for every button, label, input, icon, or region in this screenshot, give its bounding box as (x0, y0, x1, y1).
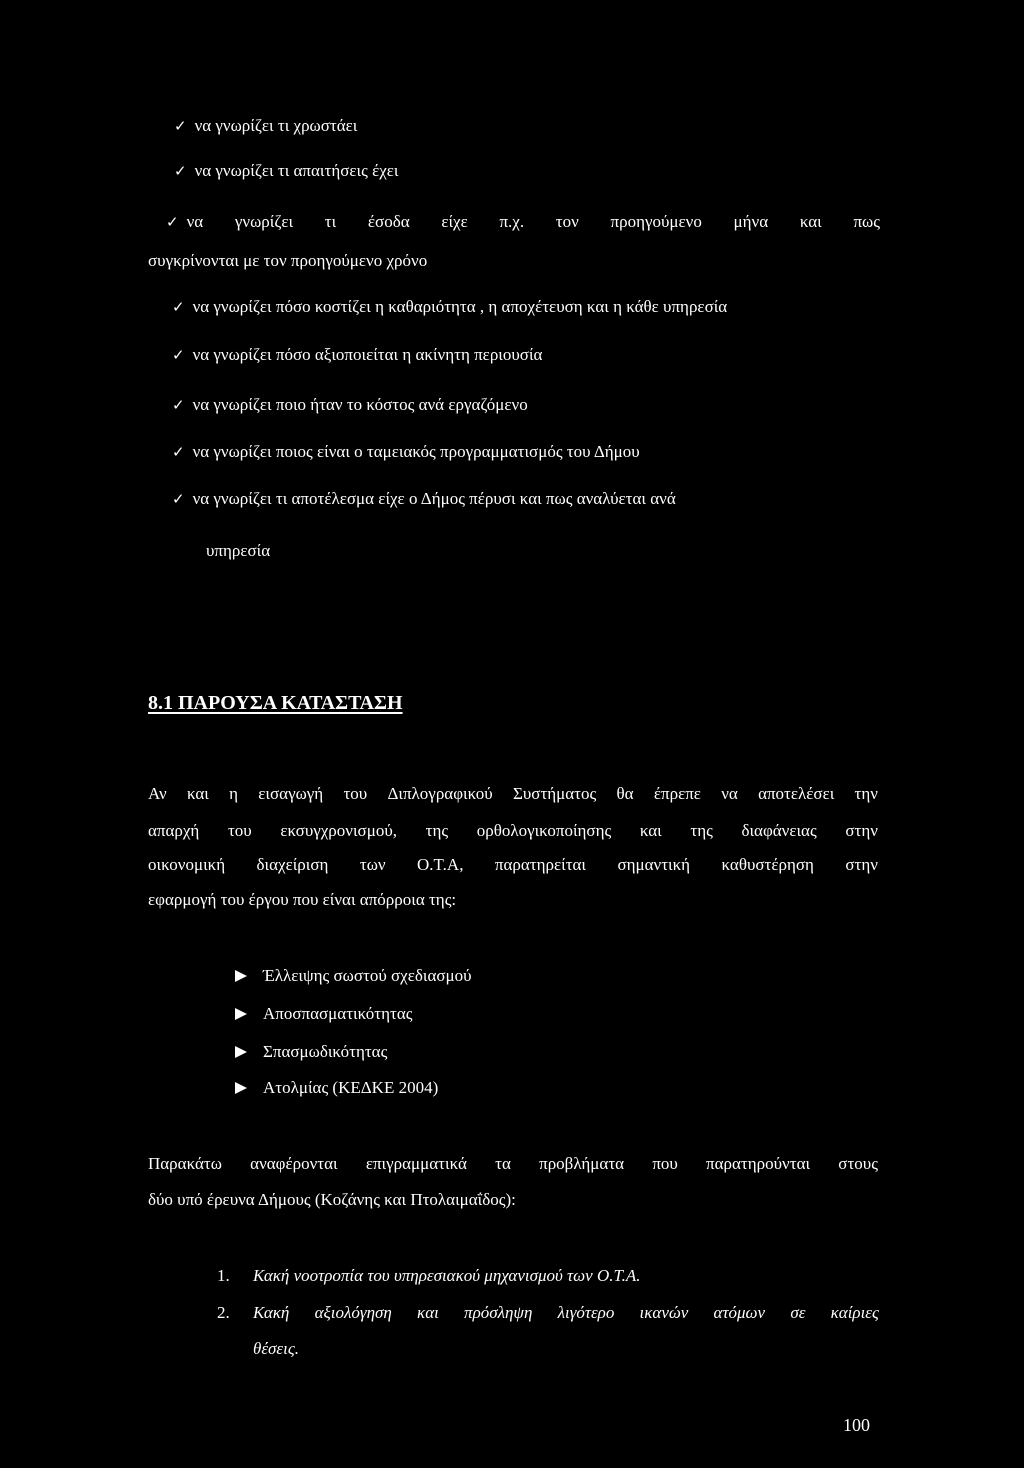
word: στους (838, 1154, 878, 1173)
word: εκσυγχρονισμού, (280, 821, 397, 840)
income-line2: συγκρίνονται με τον προηγούμενο χρόνο (148, 251, 428, 270)
paragraph-1-line-4: εφαρμογή του έργου που είναι απόρροια της: (148, 890, 457, 909)
word: και (186, 784, 209, 803)
word: καθυστέρηση (721, 855, 814, 874)
checklist-item (172, 489, 676, 509)
word: Παρακάτω (148, 1154, 222, 1173)
word: να (721, 784, 738, 803)
word: στην (845, 821, 878, 840)
word: διαχείριση (256, 855, 329, 874)
word: ορθολογικοποίησης (476, 821, 612, 840)
check-icon: ✓ (174, 162, 187, 180)
checklist-item-continuation: υπηρεσία (206, 541, 271, 560)
word: λιγότερο (557, 1303, 615, 1322)
checklist-item-text: να γνωρίζει τι αποτέλεσμα είχε ο Δήμος πέρυσι και πως αναλύεται ανά (192, 489, 676, 508)
page-number: 100 (843, 1415, 870, 1435)
check-icon: ✓ (172, 443, 185, 461)
checklist-item-text: να γνωρίζει ποιο ήταν το κόστος ανά εργαζόμενο (192, 395, 528, 414)
word: σε (790, 1303, 806, 1322)
checklist-item (172, 442, 640, 462)
word: είχε (441, 212, 468, 231)
word: πως (853, 212, 880, 231)
paragraph-2-line-1 (148, 1154, 878, 1174)
word: τον (555, 212, 579, 231)
word: των (359, 855, 386, 874)
word: θα (616, 784, 634, 803)
cause-item-text: Σπασμωδικότητας (263, 1042, 388, 1061)
cause-item (235, 1042, 387, 1062)
word: η (229, 784, 239, 803)
problem-text-line-2: θέσεις. (253, 1339, 300, 1358)
problem-item (217, 1266, 641, 1286)
arrow-bullet-icon (235, 1082, 247, 1094)
check-icon: ✓ (166, 213, 179, 231)
word: γνωρίζει (234, 212, 294, 231)
word: ατόμων (713, 1303, 766, 1322)
word: Ο.Τ.Α, (417, 855, 464, 874)
word: Συστήματος (512, 784, 597, 803)
problem-item (217, 1303, 879, 1323)
problem-text: Κακή νοοτροπία του υπηρεσιακού μηχανισμού των Ο.Τ.Α. (253, 1266, 641, 1285)
word: επιγραμματικά (365, 1154, 467, 1173)
word: και (417, 1303, 439, 1322)
word: προβλήματα (539, 1154, 625, 1173)
word: Διπλογραφικού (387, 784, 493, 803)
word: αξιολόγηση (314, 1303, 392, 1322)
word: καίριες (830, 1303, 879, 1322)
checklist-item (174, 116, 357, 136)
problem-number: 2. (217, 1303, 230, 1322)
word: της (690, 821, 713, 840)
check-icon: ✓ (172, 346, 185, 364)
problem-number: 1. (217, 1266, 230, 1285)
word: τα (495, 1154, 511, 1173)
word: παρατηρούνται (706, 1154, 811, 1173)
word: να (186, 212, 204, 231)
cause-item (235, 1004, 413, 1024)
cause-item-text: Αποσπασματικότητας (263, 1004, 413, 1023)
word: αποτελέσει (758, 784, 835, 803)
arrow-bullet-icon (235, 1008, 247, 1020)
word: που (652, 1154, 678, 1173)
word: και (799, 212, 822, 231)
paragraph-2-line-2: δύο υπό έρευνα Δήμους (Κοζάνης και Πτολαιμαΐδος): (148, 1190, 516, 1209)
word: πρόσληψη (464, 1303, 533, 1322)
word: παρατηρείται (494, 855, 586, 874)
word: μήνα (733, 212, 769, 231)
word: τι (324, 212, 337, 231)
checklist-item (172, 395, 528, 415)
word: έπρεπε (653, 784, 701, 803)
income-line1 (187, 212, 880, 232)
checklist-item-text: να γνωρίζει ποιος είναι ο ταμειακός προγραμματισμός του Δήμου (192, 442, 640, 461)
cause-item (235, 1078, 438, 1098)
checklist-item (172, 297, 727, 317)
checklist-item-text: να γνωρίζει πόσο κοστίζει η καθαριότητα , η αποχέτευση και η κάθε υπηρεσία (192, 297, 728, 316)
word: την (854, 784, 878, 803)
word: έσοδα (367, 212, 410, 231)
problem-text-line-1 (253, 1303, 879, 1323)
checklist-item-text: να γνωρίζει τι απαιτήσεις έχει (194, 161, 399, 180)
check-icon: ✓ (172, 298, 185, 316)
check-icon: ✓ (174, 117, 187, 135)
word: απαρχή (148, 821, 200, 840)
word: π.χ. (499, 212, 525, 231)
check-icon: ✓ (172, 396, 185, 414)
checklist-item-income (166, 212, 880, 232)
word: και (639, 821, 662, 840)
cause-item-text: Ατολμίας (ΚΕΔΚΕ 2004) (263, 1078, 439, 1097)
word: προηγούμενο (610, 212, 702, 231)
word: σημαντική (617, 855, 691, 874)
checklist-item (172, 345, 542, 365)
cause-item (235, 966, 472, 986)
arrow-bullet-icon (235, 1046, 247, 1058)
check-icon: ✓ (172, 490, 185, 508)
word: ικανών (639, 1303, 689, 1322)
section-heading: 8.1 ΠΑΡΟΥΣΑ ΚΑΤΑΣΤΑΣΗ (148, 692, 403, 714)
word: Κακή (253, 1303, 290, 1322)
word: αναφέρονται (250, 1154, 338, 1173)
word: του (343, 784, 368, 803)
paragraph-1-line-2 (148, 821, 878, 841)
paragraph-1-line-3 (148, 855, 878, 875)
word: εισαγωγή (258, 784, 324, 803)
paragraph-1-line-1 (148, 784, 878, 804)
word: του (227, 821, 252, 840)
checklist-item (174, 161, 398, 181)
word: Αν (148, 784, 167, 803)
checklist-item-text: να γνωρίζει τι χρωστάει (194, 116, 358, 135)
cause-item-text: Έλλειψης σωστού σχεδιασμού (263, 966, 472, 985)
word: της (425, 821, 449, 840)
checklist-item-text: να γνωρίζει πόσο αξιοποιείται η ακίνητη περιουσία (192, 345, 543, 364)
arrow-bullet-icon (235, 970, 247, 982)
word: οικονομική (148, 855, 226, 874)
word: στην (845, 855, 878, 874)
word: διαφάνειας (741, 821, 817, 840)
